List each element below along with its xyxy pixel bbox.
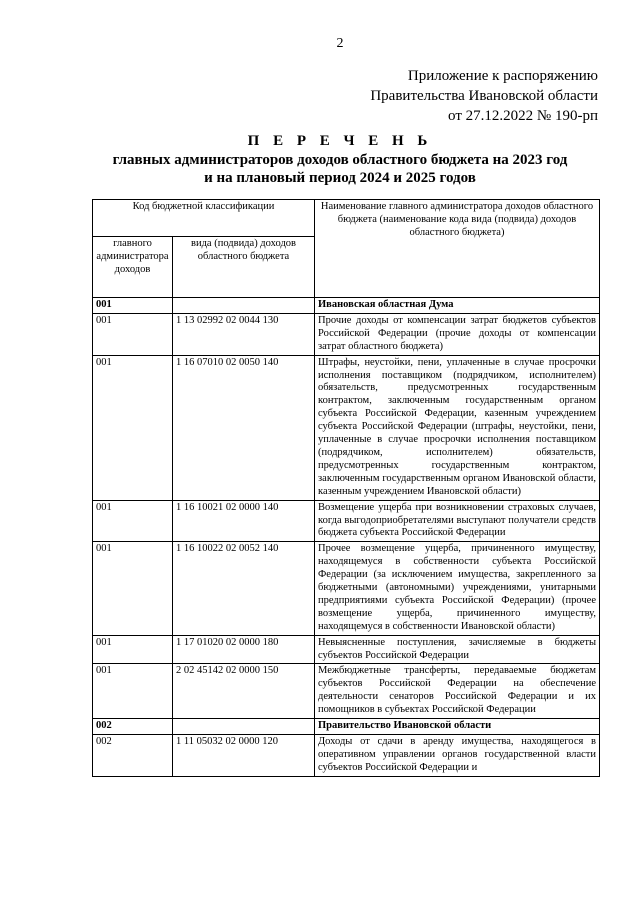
table-row [93, 500, 600, 542]
admin-code-cell: 002 [93, 719, 173, 735]
appendix-line: Правительства Ивановской области [370, 88, 598, 104]
title-line: П Е Р Е Ч Е Н Ь [247, 133, 433, 149]
table-row [93, 298, 600, 314]
name-cell: Прочие доходы от компенсации затрат бюджетов субъектов Российской Федерации (прочие доходы от компенсации затрат областного бюджета) [315, 313, 600, 355]
name-cell: Доходы от сдачи в аренду имущества, находящегося в оперативном управлении органов государственной власти субъектов Российской Федерации и [315, 735, 600, 777]
table-row [93, 735, 600, 777]
classification-code-cell [173, 298, 315, 314]
classification-code-cell: 1 17 01020 02 0000 180 [173, 635, 315, 664]
classification-code-cell: 1 13 02992 02 0044 130 [173, 313, 315, 355]
classification-code-cell: 1 16 07010 02 0050 140 [173, 355, 315, 500]
header-name: Наименование главного администратора доходов областного бюджета (наименование кода вида (подвида) доходов областного бюджета) [315, 200, 600, 298]
classification-code-cell: 2 02 45142 02 0000 150 [173, 664, 315, 719]
classification-code-cell: 1 16 10022 02 0052 140 [173, 542, 315, 635]
header-code-group: Код бюджетной классификации [93, 200, 315, 237]
name-cell: Ивановская областная Дума [315, 298, 600, 314]
revenue-administrators-table [92, 199, 600, 777]
name-cell: Правительство Ивановской области [315, 719, 600, 735]
title-line: и на плановый период 2024 и 2025 годов [204, 170, 476, 186]
page-number: 2 [336, 36, 344, 51]
admin-code-cell: 001 [93, 298, 173, 314]
admin-code-cell: 001 [93, 542, 173, 635]
table-row [93, 313, 600, 355]
admin-code-cell: 002 [93, 735, 173, 777]
name-cell: Прочее возмещение ущерба, причиненного имуществу, находящемуся в собственности субъекта Российской Федерации (за исключением имущества, закрепленного за бюджетными (автономными) учреждениями, унитарными предприятиями субъекта Российской Федерации) (прочее возмещение ущерба, причиненного имуществу, находящемуся в собственности Ивановской области) [315, 542, 600, 635]
table-row [93, 542, 600, 635]
table-row [93, 355, 600, 500]
admin-code-cell: 001 [93, 500, 173, 542]
table-row [93, 635, 600, 664]
header-type: вида (подвида) доходов областного бюджета [173, 237, 315, 298]
appendix-line: Приложение к распоряжению [407, 68, 598, 84]
name-cell: Межбюджетные трансферты, передаваемые бюджетам субъектов Российской Федерации на обеспечение деятельности сенаторов Российской Федерации и их помощников в субъектах Российской Федерации [315, 664, 600, 719]
admin-code-cell: 001 [93, 664, 173, 719]
document-title [0, 131, 640, 187]
appendix-header [370, 66, 598, 126]
admin-code-cell: 001 [93, 635, 173, 664]
title-line: главных администраторов доходов областного бюджета на 2023 год [112, 152, 568, 168]
appendix-line: от 27.12.2022 № 190-рп [448, 108, 598, 124]
classification-code-cell [173, 719, 315, 735]
classification-code-cell: 1 11 05032 02 0000 120 [173, 735, 315, 777]
table-row [93, 719, 600, 735]
classification-code-cell: 1 16 10021 02 0000 140 [173, 500, 315, 542]
admin-code-cell: 001 [93, 313, 173, 355]
table-row [93, 664, 600, 719]
admin-code-cell: 001 [93, 355, 173, 500]
name-cell: Возмещение ущерба при возникновении страховых случаев, когда выгодоприобретателями выступают получатели средств бюджета субъекта Российской Федерации [315, 500, 600, 542]
header-admin: главного администратора доходов [93, 237, 173, 298]
table-header-row [93, 200, 600, 237]
name-cell: Штрафы, неустойки, пени, уплаченные в случае просрочки исполнения поставщиком (подрядчиком, исполнителем) обязательств, предусмотренных государственным контрактом, заключенным государственным органом субъекта Российской Федерации, казенным учреждением субъекта Российской Федерации (штрафы, неустойки, пени, уплаченные в случае просрочки исполнения поставщиком (подрядчиком, исполнителем) обязательств, предусмотренных государственным контрактом, заключенным государственным органом Ивановской области, казенным учреждением Ивановской области) [315, 355, 600, 500]
name-cell: Невыясненные поступления, зачисляемые в бюджеты субъектов Российской Федерации [315, 635, 600, 664]
